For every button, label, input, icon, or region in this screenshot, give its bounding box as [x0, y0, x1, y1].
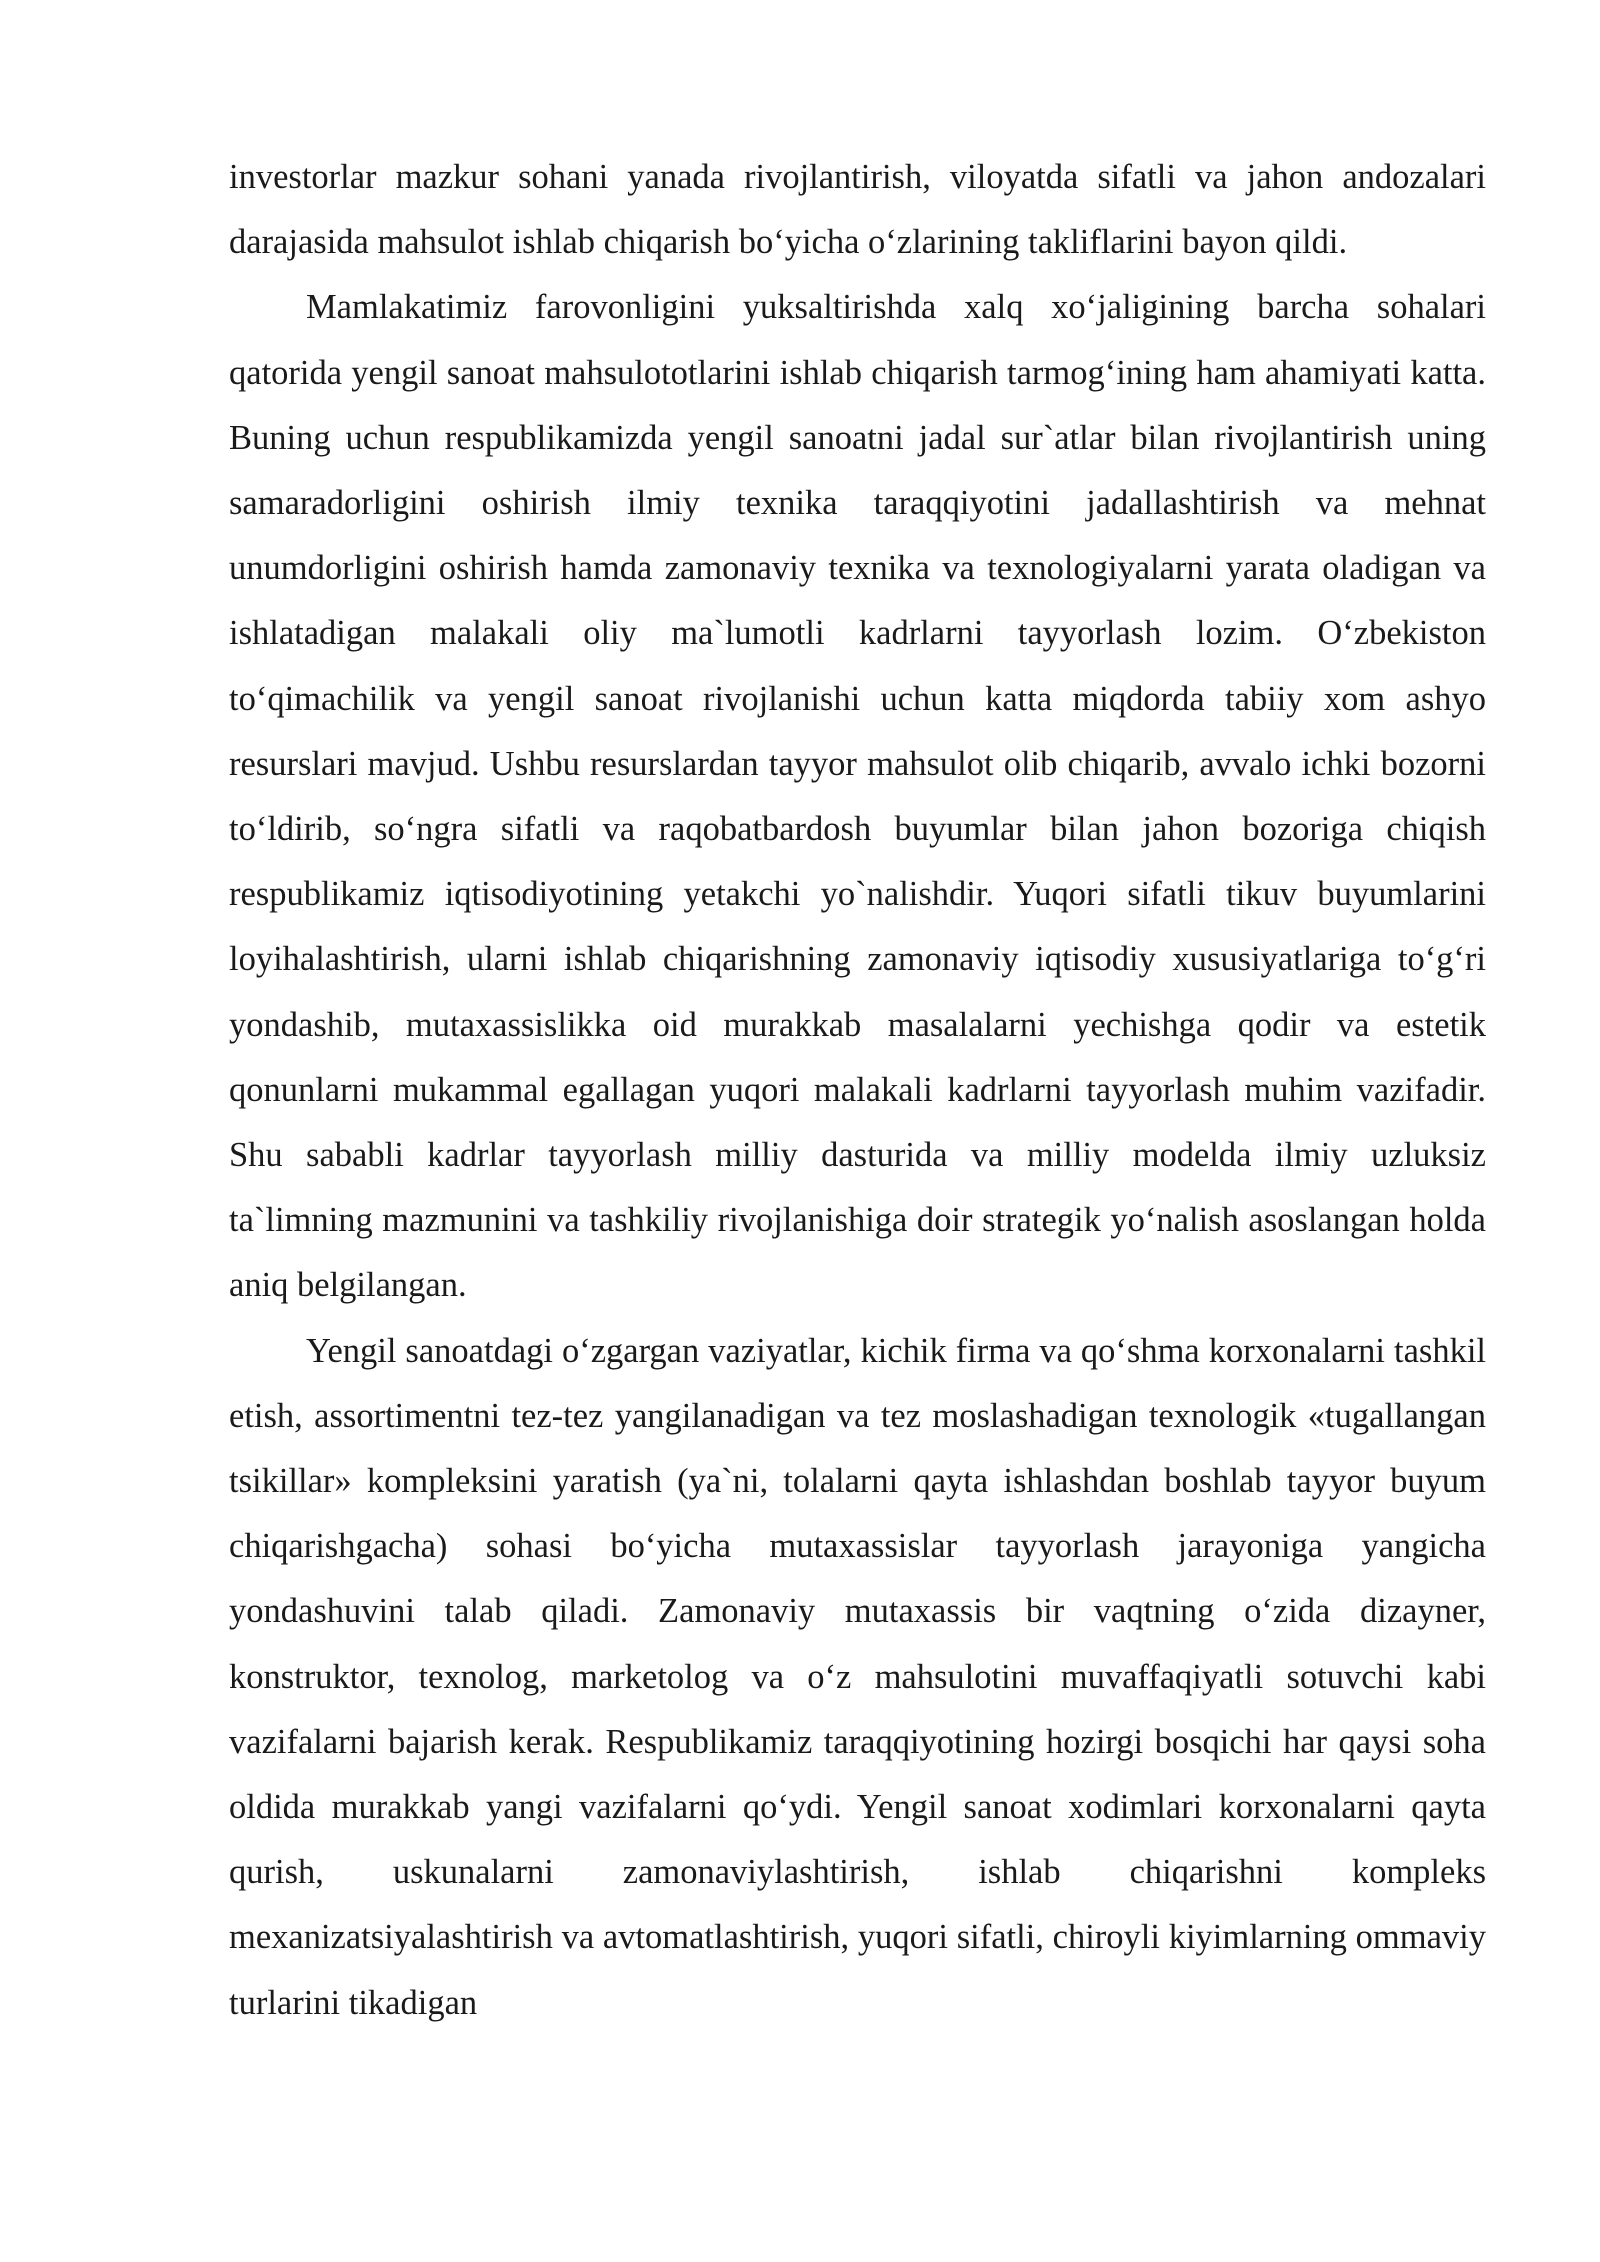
paragraph: Yengil sanoatdagi o‘zgargan vaziyatlar, kichik firma va qo‘shma korxonalarni tashkil etish, assortimentni tez-tez yangilanadigan va tez moslashadigan texnologik «tugallangan tsikillar» kompleksini yaratish (ya`ni, tolalarni qayta ishlashdan boshlab tayyor buyum chiqarishgacha) sohasi bo‘yicha mutaxassislar tayyorlash jarayoniga yangicha yondashuvini talab qiladi. Zamonaviy mutaxassis bir vaqtning o‘zida dizayner, konstruktor, texnolog, marketolog va o‘z mahsulotini muvaffaqiyatli sotuvchi kabi vazifalarni bajarish kerak. Respublikamiz taraqqiyotining hozirgi bosqichi har qaysi soha oldida murakkab yangi vazifalarni qo‘ydi. Yengil sanoat xodimlari korxonalarni qayta qurish, uskunalarni zamonaviylashtirish, ishlab chiqarishni kompleks mexanizatsiyalashtirish va avtomatlashtirish, yuqori sifatli, chiroyli kiyimlarning ommaviy turlarini tikadigan: [229, 1331, 1486, 2022]
paragraph: Mamlakatimiz farovonligini yuksaltirishda xalq xo‘jaligining barcha sohalari qatorida yengil sanoat mahsulototlarini ishlab chiqarish tarmog‘ining ham ahamiyati katta. Buning uchun respublikamizda yengil sanoatni jadal sur`atlar bilan rivojlantirish uning samaradorligini oshirish ilmiy texnika taraqqiyotini jadallashtirish va mehnat unumdorligini oshirish hamda zamonaviy texnika va texnologiyalarni yarata oladigan va ishlatadigan malakali oliy ma`lumotli kadrlarni tayyorlash lozim. O‘zbekiston to‘qimachilik va yengil sanoat rivojlanishi uchun katta miqdorda tabiiy xom ashyo resurslari mavjud. Ushbu resurslardan tayyor mahsulot olib chiqarib, avvalo ichki bozorni to‘ldirib, so‘ngra sifatli va raqobatbardosh buyumlar bilan jahon bozoriga chiqish respublikamiz iqtisodiyotining yetakchi yo`nalishdir. Yuqori sifatli tikuv buyumlarini loyihalashtirish, ularni ishlab chiqarishning zamonaviy iqtisodiy xususiyatlariga to‘g‘ri yondashib, mutaxassislikka oid murakkab masalalarni yechishga qodir va estetik qonunlarni mukammal egallagan yuqori malakali kadrlarni tayyorlash muhim vazifadir. Shu sababli kadrlar tayyorlash milliy dasturida va milliy modelda ilmiy uzluksiz ta`limning mazmunini va tashkiliy rivojlanishiga doir strategik yo‘nalish asoslangan holda aniq belgilangan.: [229, 288, 1486, 1305]
paragraph-continuation: investorlar mazkur sohani yanada rivojlantirish, viloyatda sifatli va jahon andozalari darajasida mahsulot ishlab chiqarish bo‘yicha o‘zlarining takliflarini bayon qildi.: [229, 158, 1486, 262]
document-body: [229, 145, 1486, 2036]
